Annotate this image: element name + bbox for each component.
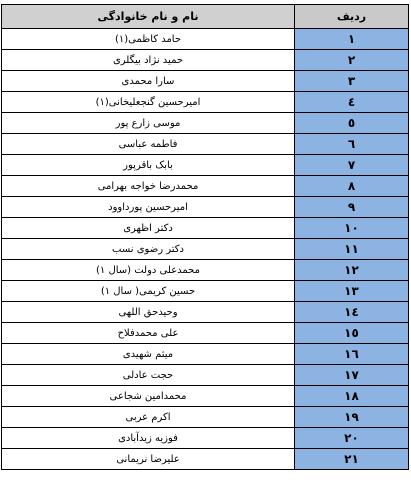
table-row [2, 239, 409, 260]
row-number-cell[interactable]: ٤ [295, 92, 409, 113]
table-row [2, 428, 409, 449]
full-name-cell[interactable]: محمدامین شجاعی [2, 386, 295, 407]
full-name-cell[interactable]: وحیدحق اللهی [2, 302, 295, 323]
table-row [2, 134, 409, 155]
table-row [2, 71, 409, 92]
table-row [2, 323, 409, 344]
full-name-cell[interactable]: حسین کریمی( سال ۱) [2, 281, 295, 302]
full-name-cell[interactable]: دکتر رضوی نسب [2, 239, 295, 260]
names-table [1, 4, 409, 470]
row-number-cell[interactable]: ۱٥ [295, 323, 409, 344]
row-number-cell[interactable]: ۸ [295, 176, 409, 197]
table-row [2, 197, 409, 218]
full-name-cell[interactable]: اکرم عربی [2, 407, 295, 428]
row-number-cell[interactable]: ۷ [295, 155, 409, 176]
table-row [2, 302, 409, 323]
table-body [2, 29, 409, 470]
table-row [2, 29, 409, 50]
row-number-cell[interactable]: ۱٦ [295, 344, 409, 365]
full-name-cell[interactable]: امیرحسین پورداوود [2, 197, 295, 218]
row-number-cell[interactable]: ۲ [295, 50, 409, 71]
header-row [2, 5, 409, 29]
full-name-cell[interactable]: حامد کاظمی(۱) [2, 29, 295, 50]
table-row [2, 176, 409, 197]
table-row [2, 386, 409, 407]
row-number-cell[interactable]: ۱۲ [295, 260, 409, 281]
row-number-cell[interactable]: ۱۰ [295, 218, 409, 239]
full-name-cell[interactable]: علیرضا نریمانی [2, 449, 295, 470]
table-row [2, 365, 409, 386]
row-number-cell[interactable]: ۹ [295, 197, 409, 218]
full-name-cell[interactable]: محمدرضا خواجه بهرامی [2, 176, 295, 197]
row-number-column-header[interactable]: ردیف [295, 5, 409, 29]
full-name-cell[interactable]: بابک باقرپور [2, 155, 295, 176]
row-number-cell[interactable]: ۲۰ [295, 428, 409, 449]
row-number-cell[interactable]: ۳ [295, 71, 409, 92]
full-name-cell[interactable]: سارا محمدی [2, 71, 295, 92]
row-number-cell[interactable]: ۲۱ [295, 449, 409, 470]
table-row [2, 113, 409, 134]
row-number-cell[interactable]: ۱۳ [295, 281, 409, 302]
row-number-cell[interactable]: ۱ [295, 29, 409, 50]
table-row [2, 155, 409, 176]
row-number-cell[interactable]: ٥ [295, 113, 409, 134]
full-name-cell[interactable]: موسی زارع پور [2, 113, 295, 134]
table-row [2, 260, 409, 281]
row-number-cell[interactable]: ٦ [295, 134, 409, 155]
row-number-cell[interactable]: ۱۷ [295, 365, 409, 386]
full-name-cell[interactable]: میثم شهیدی [2, 344, 295, 365]
table-row [2, 407, 409, 428]
full-name-cell[interactable]: محمدعلی دولت (سال ۱) [2, 260, 295, 281]
full-name-cell[interactable]: فوزیه زیدآبادی [2, 428, 295, 449]
full-name-cell[interactable]: فاطمه عباسی [2, 134, 295, 155]
row-number-cell[interactable]: ۱٤ [295, 302, 409, 323]
row-number-cell[interactable]: ۱۱ [295, 239, 409, 260]
full-name-cell[interactable]: حجت عادلی [2, 365, 295, 386]
table-row [2, 344, 409, 365]
row-number-cell[interactable]: ۱۸ [295, 386, 409, 407]
table-row [2, 50, 409, 71]
table-row [2, 281, 409, 302]
full-name-cell[interactable]: حمید نژاد بیگلری [2, 50, 295, 71]
full-name-cell[interactable]: علی محمدفلاح [2, 323, 295, 344]
table-row [2, 92, 409, 113]
full-name-cell[interactable]: امیرحسین گنجعلیخانی(۱) [2, 92, 295, 113]
table-row [2, 449, 409, 470]
full-name-column-header[interactable]: نام و نام خانوادگی [2, 5, 295, 29]
row-number-cell[interactable]: ۱۹ [295, 407, 409, 428]
full-name-cell[interactable]: دکتر اظهری [2, 218, 295, 239]
table-row [2, 218, 409, 239]
